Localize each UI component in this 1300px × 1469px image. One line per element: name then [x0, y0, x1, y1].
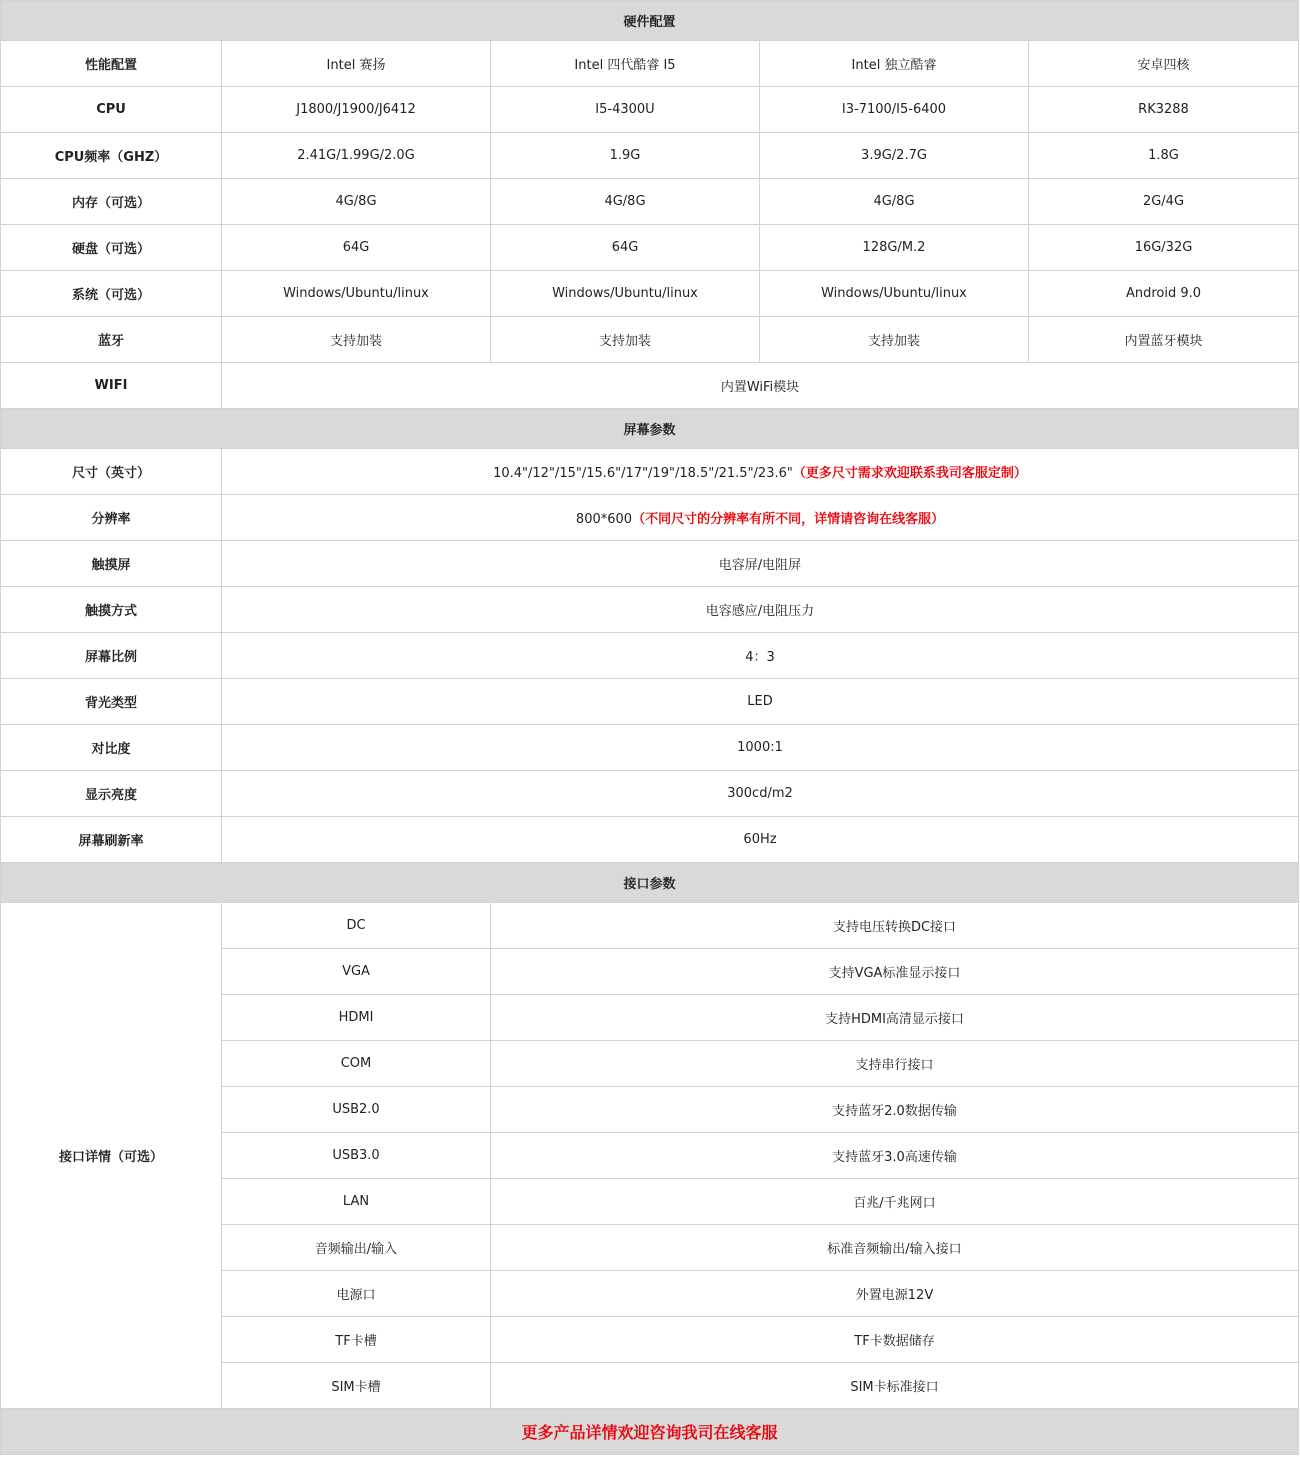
resolution-value: 800*600: [575, 512, 633, 527]
table-cell: RK3288: [1029, 87, 1299, 133]
table-cell: 64G: [222, 225, 491, 271]
section-interfaces: [1, 863, 1299, 903]
section-screen: [1, 409, 1299, 449]
row-label: 触摸方式: [1, 587, 222, 633]
column-header: Intel 独立酷睿: [760, 41, 1029, 87]
table-cell: 支持加装: [491, 317, 760, 363]
table-row: [1, 495, 1299, 541]
table-row: [1, 771, 1299, 817]
row-label: 硬盘（可选）: [1, 225, 222, 271]
table-cell: 内置WiFi模块: [222, 363, 1299, 409]
interface-group-label: 接口详情（可选）: [1, 903, 222, 1409]
table-cell: 1000:1: [222, 725, 1299, 771]
table-row: [1, 133, 1299, 179]
interface-desc: 标准音频输出/输入接口: [491, 1225, 1299, 1271]
footer-row: [1, 1409, 1299, 1455]
column-header: Intel 四代酷睿 I5: [491, 41, 760, 87]
table-cell: 1.9G: [491, 133, 760, 179]
table-row: [1, 903, 1299, 949]
interface-name: LAN: [222, 1179, 491, 1225]
interface-name: USB3.0: [222, 1133, 491, 1179]
table-row: [1, 87, 1299, 133]
table-row: [1, 179, 1299, 225]
table-cell: 电容屏/电阻屏: [222, 541, 1299, 587]
size-value: 10.4"/12"/15"/15.6"/17"/19"/18.5"/21.5"/23.6": [493, 466, 793, 481]
interface-name: 电源口: [222, 1271, 491, 1317]
row-label: 性能配置: [1, 41, 222, 87]
table-cell: J1800/J1900/J6412: [222, 87, 491, 133]
interface-name: USB2.0: [222, 1087, 491, 1133]
table-row: [1, 363, 1299, 409]
table-cell: 4：3: [222, 633, 1299, 679]
footer-notice: 更多产品详情欢迎咨询我司在线客服: [1, 1409, 1299, 1455]
interface-desc: SIM卡标准接口: [491, 1363, 1299, 1409]
row-label: CPU: [1, 87, 222, 133]
interface-desc: 支持HDMI高清显示接口: [491, 995, 1299, 1041]
table-cell: 300cd/m2: [222, 771, 1299, 817]
row-label: 分辨率: [1, 495, 222, 541]
row-label: 触摸屏: [1, 541, 222, 587]
table-cell: 2G/4G: [1029, 179, 1299, 225]
table-cell: 内置蓝牙模块: [1029, 317, 1299, 363]
row-label: CPU频率（GHZ）: [1, 133, 222, 179]
row-label: 尺寸（英寸）: [1, 449, 222, 495]
interface-desc: 百兆/千兆网口: [491, 1179, 1299, 1225]
table-cell: 支持加装: [222, 317, 491, 363]
interface-desc: TF卡数据储存: [491, 1317, 1299, 1363]
table-cell: 支持加装: [760, 317, 1029, 363]
interface-desc: 支持电压转换DC接口: [491, 903, 1299, 949]
interface-desc: 支持串行接口: [491, 1041, 1299, 1087]
table-cell: Windows/Ubuntu/linux: [222, 271, 491, 317]
table-cell: 电容感应/电阻压力: [222, 587, 1299, 633]
row-label: 屏幕刷新率: [1, 817, 222, 863]
interface-desc: 支持蓝牙3.0高速传输: [491, 1133, 1299, 1179]
table-cell: 4G/8G: [760, 179, 1029, 225]
interface-desc: 支持VGA标准显示接口: [491, 949, 1299, 995]
table-cell: 16G/32G: [1029, 225, 1299, 271]
table-cell: 2.41G/1.99G/2.0G: [222, 133, 491, 179]
section-title-hardware: 硬件配置: [1, 1, 1299, 41]
table-row: [1, 725, 1299, 771]
table-cell: 60Hz: [222, 817, 1299, 863]
interface-name: VGA: [222, 949, 491, 995]
table-row: [1, 679, 1299, 725]
size-note: （更多尺寸需求欢迎联系我司客服定制）: [792, 466, 1027, 481]
table-cell: I5-4300U: [491, 87, 760, 133]
row-label: 对比度: [1, 725, 222, 771]
table-cell: 4G/8G: [222, 179, 491, 225]
table-cell: 128G/M.2: [760, 225, 1029, 271]
table-cell: 64G: [491, 225, 760, 271]
table-row: [1, 541, 1299, 587]
table-cell: Windows/Ubuntu/linux: [491, 271, 760, 317]
table-row: [1, 817, 1299, 863]
table-cell: 1.8G: [1029, 133, 1299, 179]
table-row: [1, 587, 1299, 633]
table-cell: [222, 449, 1299, 495]
table-cell: 4G/8G: [491, 179, 760, 225]
section-hardware: [1, 1, 1299, 41]
interface-desc: 支持蓝牙2.0数据传输: [491, 1087, 1299, 1133]
section-title-screen: 屏幕参数: [1, 409, 1299, 449]
interface-name: HDMI: [222, 995, 491, 1041]
row-label: 背光类型: [1, 679, 222, 725]
column-header: 安卓四核: [1029, 41, 1299, 87]
table-row: [1, 633, 1299, 679]
table-cell: I3-7100/I5-6400: [760, 87, 1029, 133]
table-cell: [222, 495, 1299, 541]
table-row: [1, 225, 1299, 271]
row-label: 内存（可选）: [1, 179, 222, 225]
table-cell: 3.9G/2.7G: [760, 133, 1029, 179]
column-header: Intel 赛扬: [222, 41, 491, 87]
table-row: [1, 317, 1299, 363]
resolution-note: （不同尺寸的分辨率有所不同，详情请咨询在线客服）: [632, 512, 945, 527]
interface-name: TF卡槽: [222, 1317, 491, 1363]
interface-name: COM: [222, 1041, 491, 1087]
table-row: [1, 449, 1299, 495]
row-label: 蓝牙: [1, 317, 222, 363]
interface-desc: 外置电源12V: [491, 1271, 1299, 1317]
table-row: [1, 271, 1299, 317]
interface-name: DC: [222, 903, 491, 949]
table-cell: LED: [222, 679, 1299, 725]
table-cell: Android 9.0: [1029, 271, 1299, 317]
row-label: 屏幕比例: [1, 633, 222, 679]
interface-name: 音频输出/输入: [222, 1225, 491, 1271]
row-label: 显示亮度: [1, 771, 222, 817]
section-title-interfaces: 接口参数: [1, 863, 1299, 903]
interface-name: SIM卡槽: [222, 1363, 491, 1409]
row-label: 系统（可选）: [1, 271, 222, 317]
row-label: WIFI: [1, 363, 222, 409]
table-cell: Windows/Ubuntu/linux: [760, 271, 1029, 317]
table-row: [1, 41, 1299, 87]
